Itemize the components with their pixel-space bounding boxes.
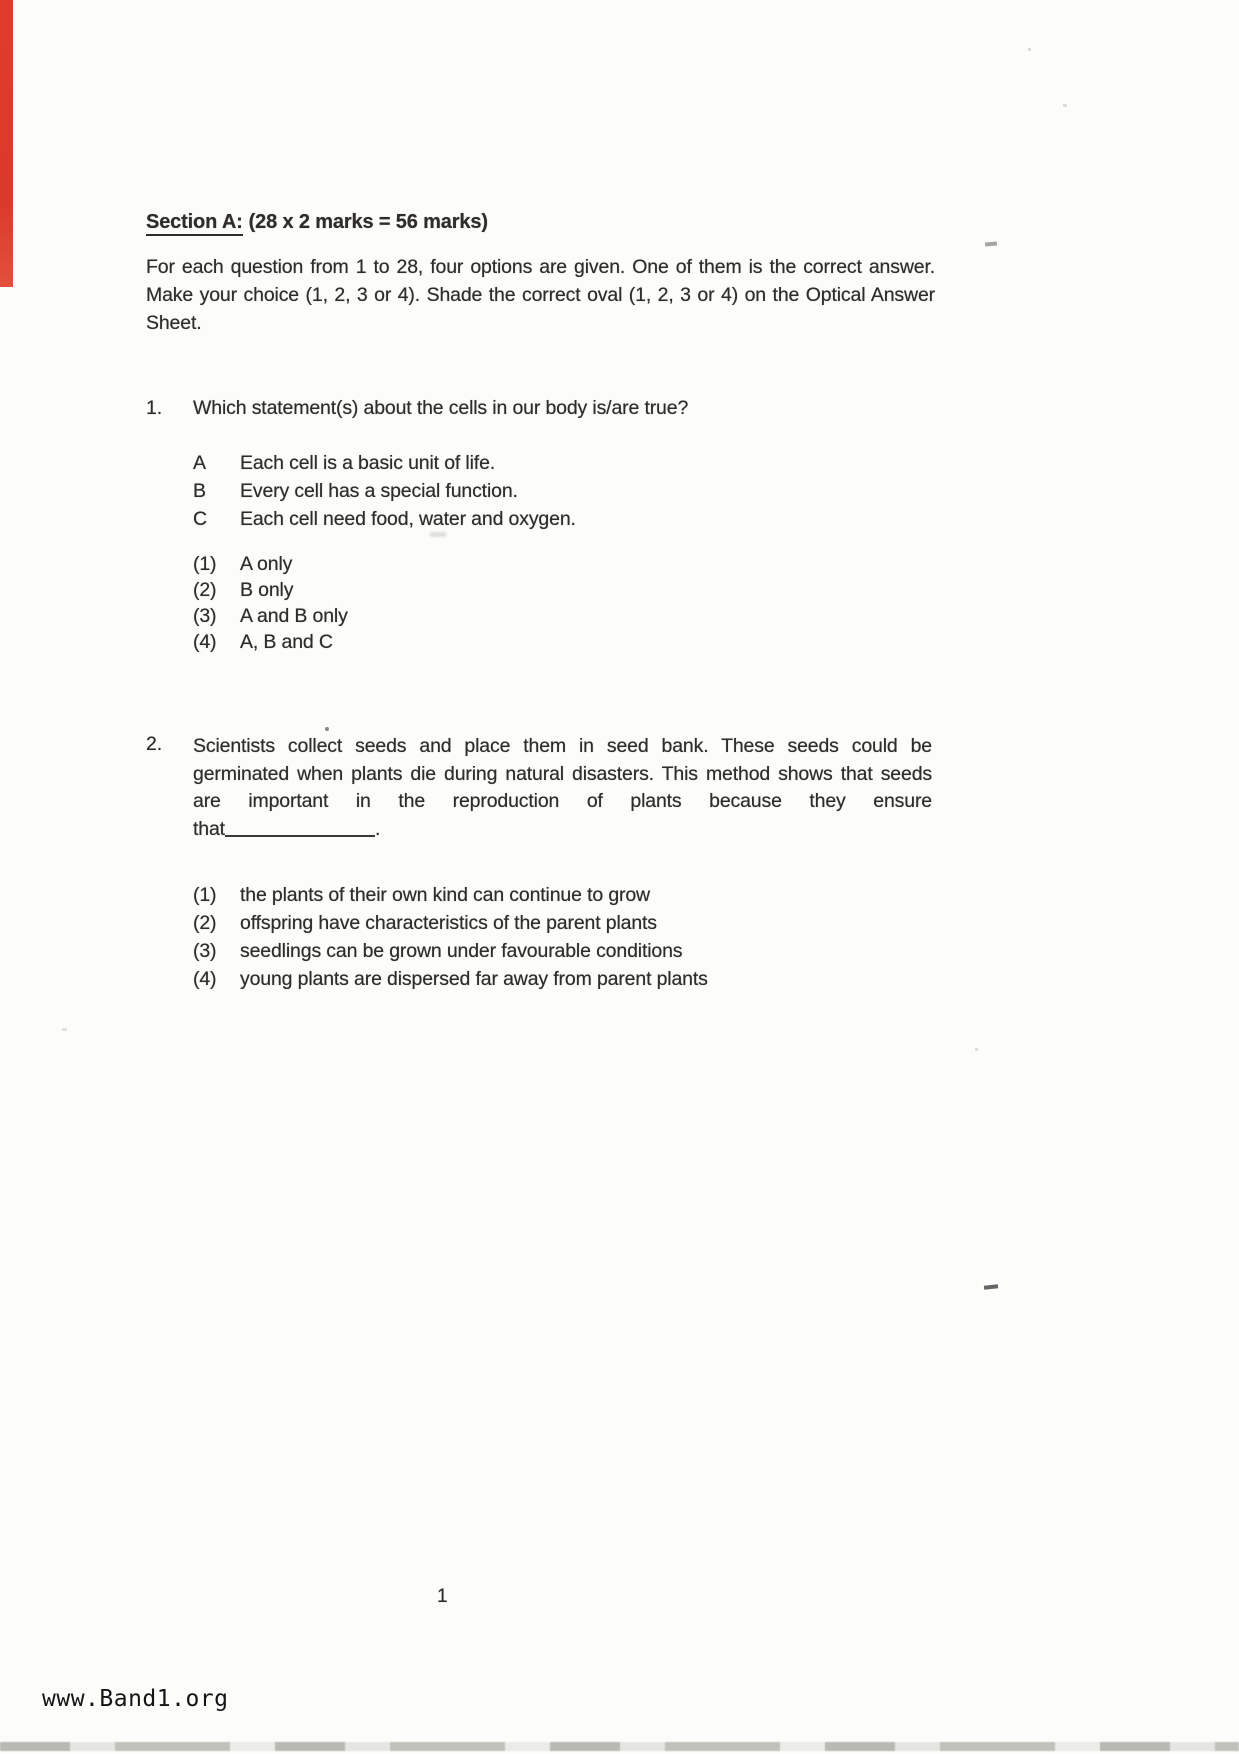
- statement-label: A: [193, 452, 206, 474]
- option-text: offspring have characteristics of the parent plants: [240, 912, 657, 934]
- section-heading: [146, 211, 488, 234]
- statement-row: [193, 449, 576, 477]
- statement-label: B: [193, 480, 206, 502]
- scan-speck: [975, 1048, 978, 1051]
- option-text: A only: [240, 553, 293, 575]
- statement-text: Each cell is a basic unit of life.: [240, 452, 496, 474]
- option-row: [193, 603, 348, 629]
- question-2-text: [193, 733, 932, 843]
- question-1-statements: [193, 449, 576, 533]
- option-row: [193, 937, 708, 965]
- scan-speck: [1028, 48, 1031, 51]
- option-label: (2): [193, 579, 217, 601]
- statement-text: Each cell need food, water and oxygen.: [240, 508, 576, 530]
- scan-speck: [1063, 104, 1067, 107]
- option-text: A, B and C: [240, 631, 333, 653]
- question-2-line-1: Scientists collect seeds and place them in seed bank. These seeds could be: [193, 735, 932, 757]
- question-2-line-4: [193, 816, 932, 844]
- option-text: the plants of their own kind can continue to grow: [240, 884, 650, 906]
- statement-label: C: [193, 508, 207, 530]
- statement-row: [193, 505, 576, 533]
- blank-suffix: .: [374, 817, 381, 840]
- option-text: A and B only: [240, 605, 348, 627]
- question-2-options: [193, 881, 708, 993]
- scan-edge-stripe: [0, 0, 13, 287]
- answer-blank: [225, 817, 375, 837]
- option-label: (3): [193, 940, 217, 962]
- option-text: B only: [240, 579, 294, 601]
- option-text: seedlings can be grown under favourable conditions: [240, 940, 683, 962]
- option-text: young plants are dispersed far away from parent plants: [240, 968, 708, 990]
- option-label: (4): [193, 631, 217, 653]
- section-heading-marks: (28 x 2 marks = 56 marks): [248, 211, 488, 233]
- question-1-text: Which statement(s) about the cells in our body is/are true?: [193, 397, 689, 419]
- question-2-line-2: germinated when plants die during natural disasters. This method shows that seeds: [193, 762, 932, 785]
- question-2-number: 2.: [146, 733, 162, 755]
- option-label: (4): [193, 968, 217, 990]
- scan-speck: [62, 1028, 67, 1031]
- page-number: 1: [437, 1586, 448, 1607]
- blank-prefix: that: [193, 817, 225, 840]
- instructions-line-2: Make your choice (1, 2, 3 or 4). Shade the correct oval (1, 2, 3 or 4) on the Optical Answer: [146, 284, 935, 306]
- option-row: [193, 965, 708, 993]
- scan-bottom-band: [0, 1742, 1239, 1751]
- instructions-line-1: For each question from 1 to 28, four options are given. One of them is the correct answer.: [146, 256, 935, 278]
- option-row: [193, 577, 348, 603]
- statement-text: Every cell has a special function.: [240, 480, 518, 502]
- scan-dash-mark: [985, 241, 997, 246]
- option-label: (2): [193, 912, 217, 934]
- scan-dash-mark: [984, 1284, 998, 1289]
- section-heading-title: Section A:: [146, 211, 243, 236]
- section-instructions: [146, 253, 935, 337]
- question-1-options: [193, 551, 348, 655]
- option-row: [193, 551, 348, 577]
- option-row: [193, 629, 348, 655]
- option-label: (1): [193, 884, 217, 906]
- option-row: [193, 909, 708, 937]
- statement-row: [193, 477, 576, 505]
- instructions-line-3: Sheet.: [146, 312, 202, 334]
- question-1-number: 1.: [146, 397, 162, 419]
- option-label: (3): [193, 605, 217, 627]
- scan-dot-mark: [325, 727, 329, 731]
- question-2-line-3: are important in the reproduction of plants because they ensure: [193, 790, 932, 812]
- option-label: (1): [193, 553, 217, 575]
- watermark: www.Band1.org: [42, 1686, 229, 1712]
- option-row: [193, 881, 708, 909]
